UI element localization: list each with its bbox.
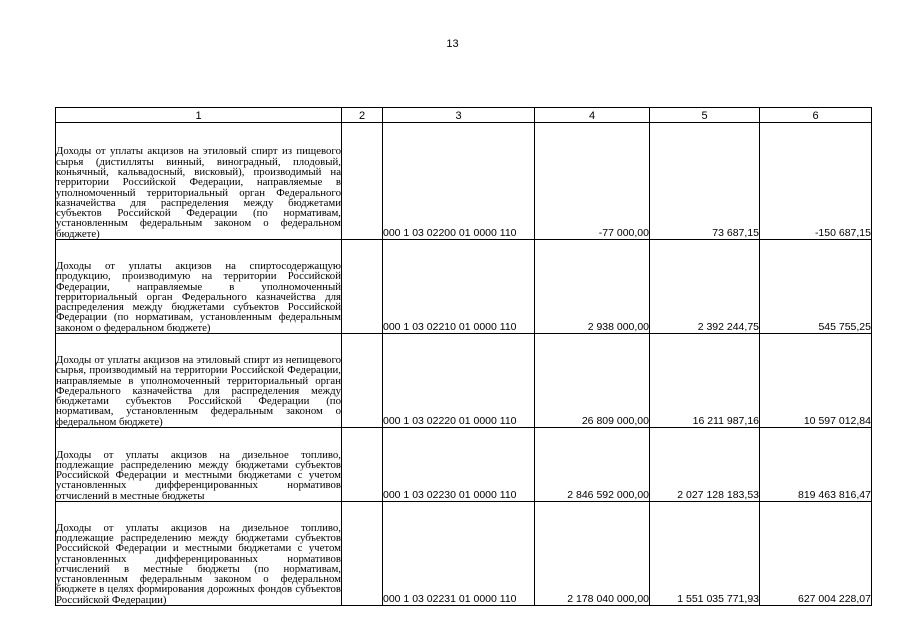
row-col-2 [342,428,383,502]
header-col-4: 4 [535,108,650,123]
row-col-6: -150 687,15 [760,123,872,240]
table-header-row [56,108,872,123]
row-col-5: 1 551 035 771,93 [650,502,760,606]
page-number: 13 [446,38,459,50]
row-description: Доходы от уплаты акцизов на этиловый спирт из пищевого сырья (дистилляты винный, виноградный, плодовый, коньячный, кальвадосный, висковый), производимый на территории Российской Федерации, направляемые в уполномоченный территориальный орган Федерального казначейства для распределения между бюджетами субъектов Российской Федерации (по нормативам, установленным федеральным законом о федеральном бюджете) [56,123,342,240]
row-code: 000 1 03 02231 01 0000 110 [383,502,535,606]
row-col-5: 73 687,15 [650,123,760,240]
row-col-6: 10 597 012,84 [760,334,872,428]
row-col-2 [342,334,383,428]
header-col-3: 3 [383,108,535,123]
table-row [56,123,872,240]
table-row [56,502,872,606]
row-code: 000 1 03 02210 01 0000 110 [383,240,535,334]
row-description: Доходы от уплаты акцизов на дизельное топливо, подлежащие распределению между бюджетами субъектов Российской Федерации и местными бюджетами с учетом установленных дифференцированных нормативов отчислений в местные бюджеты (по нормативам, установленным федеральным законом о федеральном бюджете в целях формирования дорожных фондов субъектов Российской Федерации) [56,502,342,606]
row-col-2 [342,502,383,606]
row-col-5: 2 392 244,75 [650,240,760,334]
row-col-4: 2 178 040 000,00 [535,502,650,606]
row-col-2 [342,240,383,334]
table-row [56,240,872,334]
table-row [56,334,872,428]
row-col-2 [342,123,383,240]
row-description: Доходы от уплаты акцизов на дизельное топливо, подлежащие распределению между бюджетами субъектов Российской Федерации и местными бюджетами с учетом установленных дифференцированных нормативов отчислений в местные бюджеты [56,428,342,502]
row-col-6: 819 463 816,47 [760,428,872,502]
row-col-6: 627 004 228,07 [760,502,872,606]
header-col-1: 1 [56,108,342,123]
row-description: Доходы от уплаты акцизов на этиловый спирт из непищевого сырья, производимый на территории Российской Федерации, направляемые в уполномоченный территориальный орган Федерального казначейства для распределения между бюджетами субъектов Российской Федерации (по нормативам, установленным федеральным законом о федеральном бюджете) [56,334,342,428]
row-col-5: 16 211 987,16 [650,334,760,428]
revenue-table [55,107,872,606]
row-col-4: -77 000,00 [535,123,650,240]
row-col-5: 2 027 128 183,53 [650,428,760,502]
header-col-5: 5 [650,108,760,123]
row-code: 000 1 03 02230 01 0000 110 [383,428,535,502]
header-col-2: 2 [342,108,383,123]
row-col-6: 545 755,25 [760,240,872,334]
row-description: Доходы от уплаты акцизов на спиртосодержащую продукцию, производимую на территории Российской Федерации, направляемые в уполномоченный территориальный орган Федерального казначейства для распределения между бюджетами субъектов Российской Федерации (по нормативам, установленным федеральным законом о федеральном бюджете) [56,240,342,334]
table-row [56,428,872,502]
header-col-6: 6 [760,108,872,123]
row-col-4: 26 809 000,00 [535,334,650,428]
row-col-4: 2 846 592 000,00 [535,428,650,502]
row-col-4: 2 938 000,00 [535,240,650,334]
row-code: 000 1 03 02220 01 0000 110 [383,334,535,428]
row-code: 000 1 03 02200 01 0000 110 [383,123,535,240]
